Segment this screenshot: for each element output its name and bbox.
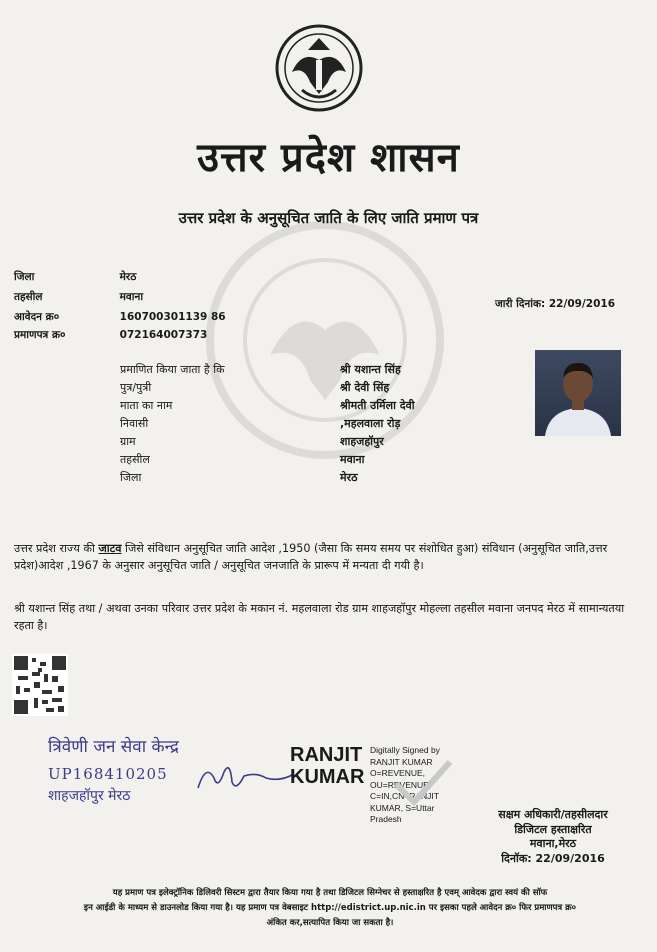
detail-row — [120, 434, 415, 452]
residence-paragraph: श्री यशान्त सिंह तथा / अथवा उनका परिवार उत्तर प्रदेश के मकान नं. महलवाला रोड ग्राम शाहजहॉपुर मोहल्ला तहसील मवाना जनपद मेरठ में सामान्यतया रहता है। — [14, 602, 625, 632]
detail-label: प्रमाणित किया जाता है कि — [120, 363, 225, 376]
footer-line: अंकित कर,सत्यापित किया जा सकता है। — [266, 918, 394, 928]
detail-label: माता का नाम — [120, 399, 173, 412]
officer-block — [478, 808, 628, 866]
detail-value: शाहजहॉपुर — [340, 435, 384, 448]
caste-name: जाटव — [98, 542, 122, 555]
meta-value: मेरठ — [119, 271, 137, 283]
para-text: जिसे संविधान अनुसूचित जाति आदेश ,1950 (जैसा कि समय समय पर संशोधित हुआ) संविधान (अनुसूचित जाति,उत्तर प्रदेश)आदेश ,1967 के अनुसार अनुसूचित जाति / अनुसूचित जनजाति के प्रारूप में मन्यता दी गयी है। — [14, 542, 608, 572]
up-emblem-logo — [272, 20, 366, 120]
issue-date: जारी दिनांक: 22/09/2016 — [494, 298, 615, 310]
sig-detail: RANJIT KUMAR — [370, 756, 433, 767]
detail-value: ,महलवाला रोड़ — [340, 417, 401, 430]
officer-line: दिनॉक: 22/09/2016 — [501, 851, 605, 865]
detail-row — [120, 398, 415, 416]
footer-line: इन आईडी के माध्यम से डाउनलोड किया गया है। यह प्रमाण पत्र वेबसाइट http://edistrict.up.nic.in पर इसका पहले आवेदन क्र० फिर प्रमाणपत्र क्र० — [83, 903, 577, 913]
meta-label: आवेदन क्र० — [14, 311, 60, 323]
meta-value: 160700301139 86 — [119, 311, 226, 323]
officer-line: मवाना,मेरठ — [529, 837, 577, 850]
sig-detail: KUMAR, S=Uttar — [370, 802, 435, 813]
detail-value: मवाना — [340, 453, 365, 466]
applicant-photo — [535, 350, 621, 436]
stamp-line: शाहजहॉपुर मेरठ — [48, 788, 131, 804]
meta-value: 072164007373 — [119, 329, 208, 341]
sig-detail: Digitally Signed by — [370, 745, 440, 755]
stamp-line: UP168410205 — [48, 765, 168, 783]
meta-row-certificate-no — [14, 328, 207, 342]
page-title: उत्तर प्रदेश शासन — [197, 135, 460, 181]
footer-note — [10, 886, 650, 931]
sig-detail: OU=REVENUE, — [370, 779, 432, 790]
signer-name-line: RANJIT — [290, 744, 363, 766]
detail-label: ग्राम — [120, 435, 136, 448]
detail-row — [120, 452, 415, 470]
detail-row — [120, 416, 415, 434]
qr-code — [12, 654, 68, 716]
detail-row — [120, 470, 415, 488]
detail-label: निवासी — [120, 417, 149, 430]
detail-label: तहसील — [120, 453, 150, 466]
detail-value: श्री यशान्त सिंह — [340, 363, 401, 376]
para-text: उत्तर प्रदेश राज्य की — [14, 542, 99, 555]
signature-valid-check-icon — [392, 758, 454, 806]
detail-row — [120, 362, 415, 380]
signer-name-line: KUMAR — [290, 766, 365, 788]
sig-detail: O=REVENUE, — [370, 768, 426, 778]
detail-row — [120, 380, 415, 398]
officer-line: सक्षम अधिकारी/तहसीलदार — [498, 808, 608, 821]
meta-row-application-no — [14, 310, 226, 324]
caste-paragraph — [14, 540, 638, 574]
detail-label: जिला — [120, 471, 142, 484]
meta-label: तहसील — [14, 291, 43, 303]
meta-value: मवाना — [119, 291, 144, 303]
footer-line: यह प्रमाण पत्र इलेक्ट्रॉनिक डिलिवरी सिस्टम द्वारा तैयार किया गया है तथा डिजिटल सिग्नेचर से हस्ताक्षरित है एवम् आवेदक द्वारा स्वयं की सॉफ — [112, 888, 548, 898]
officer-line: डिजिटल हस्ताक्षरित — [514, 822, 592, 836]
meta-label: प्रमाणपत्र क्र० — [14, 329, 66, 341]
certificate-subtitle: उत्तर प्रदेश के अनुसूचित जाति के लिए जाति प्रमाण पत्र — [178, 209, 479, 227]
detail-value: श्रीमती उर्मिला देवी — [340, 399, 415, 412]
meta-label: जिला — [14, 271, 35, 283]
sig-detail: Pradesh — [370, 814, 402, 824]
detail-label: पुत्र/पुत्री — [120, 381, 152, 394]
meta-row-district — [14, 270, 136, 284]
detail-value: मेरठ — [340, 471, 358, 484]
sig-detail: C=IN,CN=RANJIT — [370, 791, 439, 801]
details-block — [120, 362, 415, 488]
meta-row-tehsil — [14, 290, 143, 304]
stamp-line: त्रिवेणी जन सेवा केन्द्र — [48, 737, 179, 757]
signer-name — [290, 744, 364, 788]
handwritten-signature — [196, 758, 296, 798]
detail-value: श्री देवी सिंह — [340, 381, 390, 394]
